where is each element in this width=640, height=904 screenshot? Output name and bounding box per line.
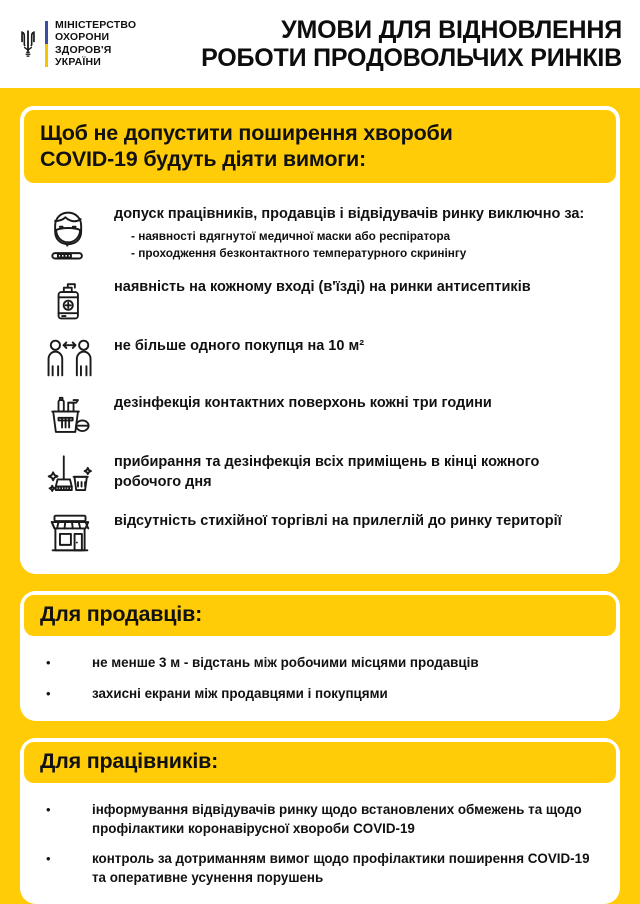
list-item-text: відсутність стихійної торгівлі на прилеглій до ринку території: [114, 513, 562, 530]
sub-list-item: - наявності вдягнутої медичної маски або респіратора: [131, 228, 451, 243]
bullet-icon: •: [46, 801, 51, 817]
list-item-body: [114, 510, 598, 531]
banner-line-2: COVID-19 будуть діяти вимоги:: [40, 147, 367, 172]
requirements-banner: [20, 106, 620, 187]
list-item: [42, 276, 598, 322]
list-item-body: [114, 335, 598, 356]
list-item-body: [114, 451, 598, 492]
list-item-body: [114, 203, 598, 261]
banner-line-1: Щоб не допустити поширення хвороби: [40, 121, 453, 145]
sub-list: [114, 228, 598, 262]
list-item-text: не більше одного покупця на 10 м²: [114, 338, 365, 355]
section-sellers-title: Для продавців:: [40, 602, 203, 627]
market-storefront-icon: [42, 510, 98, 554]
list-item-text: прибирання та дезінфекція всіх приміщень в кінці кожного робочого дня: [114, 454, 540, 490]
list-item-body: [114, 392, 598, 413]
bullet-icon: •: [46, 850, 51, 866]
list-item: [42, 510, 598, 554]
page-title-line-1: УМОВИ ДЛЯ ВІДНОВЛЕННЯ: [281, 16, 622, 44]
ukraine-trident-emblem: [18, 29, 38, 59]
logo-line-4: УКРАЇНИ: [55, 55, 102, 68]
list-item-body: [114, 276, 598, 297]
cleaning-bucket-icon: [42, 392, 98, 438]
ministry-logo-text: [55, 20, 136, 68]
list-item: [42, 203, 598, 263]
page-header: [0, 0, 640, 88]
list-item: [46, 684, 598, 704]
page-title: [136, 16, 626, 72]
list-item-text: захисні екрани між продавцями і покупцями: [92, 686, 388, 702]
logo-line-1: МІНІСТЕРСТВО: [55, 18, 137, 31]
list-item: [42, 451, 598, 497]
requirements-card: [20, 106, 620, 574]
section-workers: [20, 738, 620, 904]
hand-sanitizer-dispenser-icon: [42, 276, 98, 322]
section-sellers: [20, 591, 620, 720]
list-item: [46, 653, 598, 673]
section-sellers-header: [20, 591, 620, 640]
sub-list-item: - проходження безконтактного температурного скринінгу: [131, 245, 467, 260]
section-sellers-body: [20, 640, 620, 721]
requirements-list: [42, 203, 598, 554]
list-item-text: наявність на кожному вході (в'їзді) на ринки антисептиків: [114, 279, 531, 296]
page-title-line-2: РОБОТИ ПРОДОВОЛЬЧИХ РИНКІВ: [201, 44, 622, 72]
list-item: [46, 849, 598, 887]
list-item-text: допуск працівників, продавців і відвідувачів ринку виключно за:: [114, 206, 585, 223]
section-workers-header: [20, 738, 620, 787]
section-workers-title: Для працівників:: [40, 748, 219, 773]
bullet-icon: •: [46, 686, 51, 702]
workers-bullet-list: [46, 800, 598, 887]
sellers-bullet-list: [46, 653, 598, 704]
bullet-icon: •: [46, 655, 51, 671]
requirements-list-container: [20, 181, 620, 574]
list-item: [42, 392, 598, 438]
social-distancing-icon: [42, 335, 98, 379]
list-item-text: інформування відвідувачів ринку щодо встановлених обмежень та щодо профілактики коронавірусної хвороби COVID-19: [92, 801, 582, 836]
list-item-text: не менше 3 м - відстань між робочими місцями продавців: [92, 655, 479, 671]
list-item-text: контроль за дотриманням вимог щодо профілактики поширення COVID-19 та оперативне усунення порушень: [92, 850, 590, 885]
logo-line-3: ЗДОРОВ'Я: [55, 43, 112, 56]
masked-face-thermometer-icon: [42, 203, 98, 263]
list-item: [42, 335, 598, 379]
section-workers-body: [20, 787, 620, 904]
logo-line-2: ОХОРОНИ: [55, 31, 110, 44]
broom-mop-icon: [42, 451, 98, 497]
list-item: [46, 800, 598, 838]
ministry-logo: [18, 20, 136, 68]
logo-divider-bar: [45, 21, 48, 67]
list-item-text: дезінфекція контактних поверхонь кожні три години: [114, 395, 492, 412]
page-body: [0, 88, 640, 904]
